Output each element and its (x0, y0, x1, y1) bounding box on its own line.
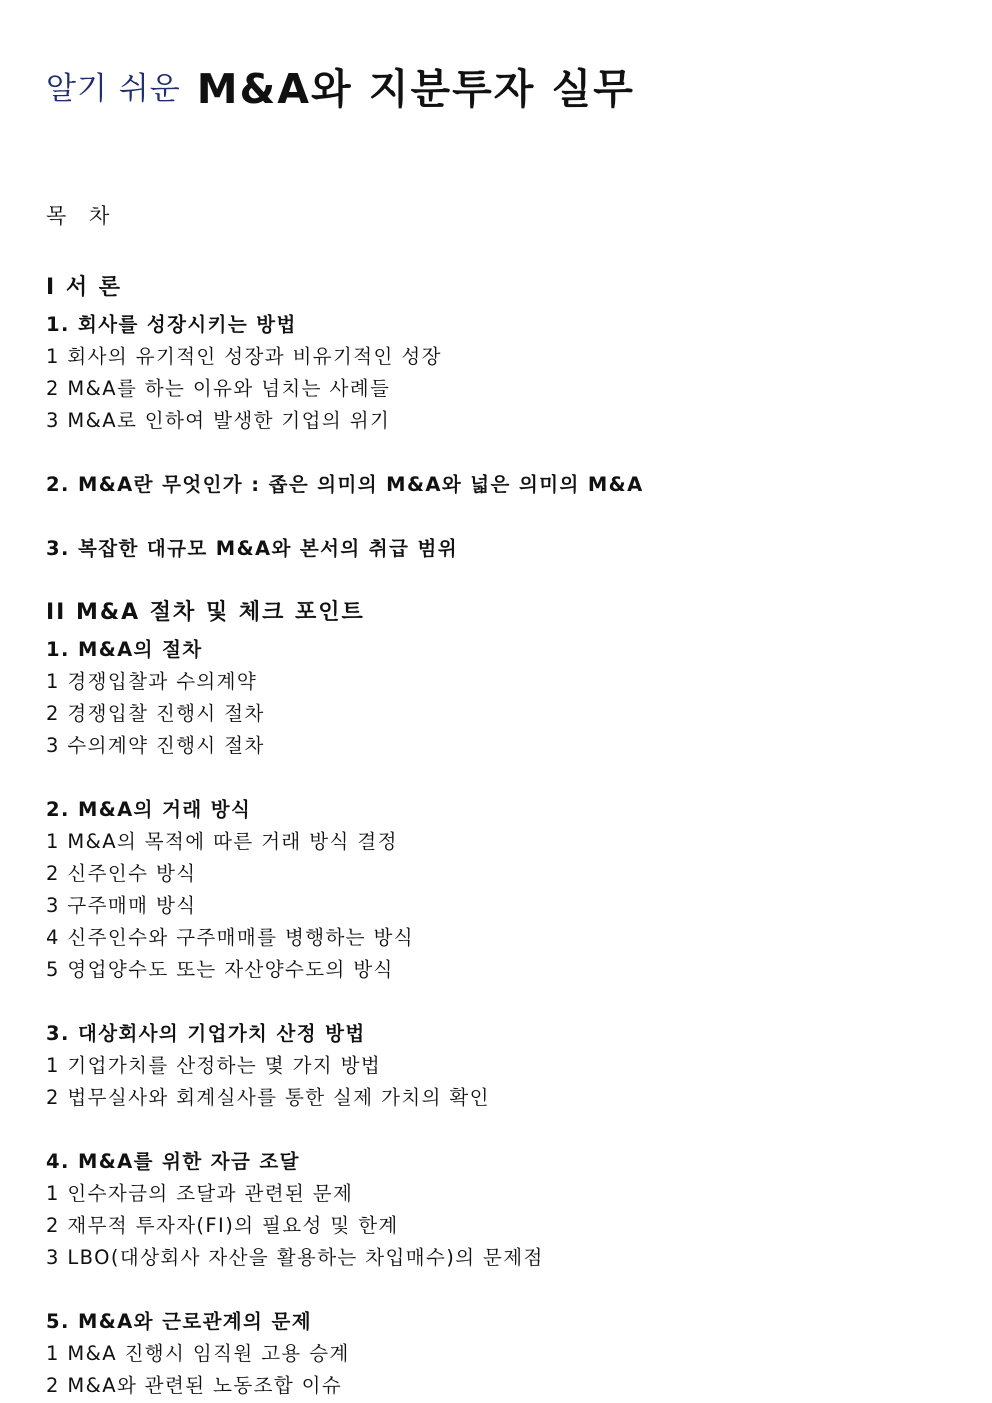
chapter-heading: 4. M&A를 위한 자금 조달 (46, 1150, 300, 1173)
toc-item: 1 인수자금의 조달과 관련된 문제 (46, 1182, 354, 1205)
toc-item: 4 신주인수와 구주매매를 병행하는 방식 (46, 926, 414, 949)
chapter-heading: 3. 복잡한 대규모 M&A와 본서의 취급 범위 (46, 537, 458, 560)
part-heading: II M&A 절차 및 체크 포인트 (46, 600, 365, 625)
chapter-heading: 1. 회사를 성장시키는 방법 (46, 313, 297, 336)
toc-item: 5 영업양수도 또는 자산양수도의 방식 (46, 958, 394, 981)
toc-item: 2 M&A를 하는 이유와 넘치는 사례들 (46, 377, 391, 400)
toc-item: 2 M&A와 관련된 노동조합 이슈 (46, 1374, 343, 1397)
document-title (46, 56, 635, 115)
toc-item: 2 법무실사와 회계실사를 통한 실제 가치의 확인 (46, 1086, 490, 1109)
toc-item: 3 M&A로 인하여 발생한 기업의 위기 (46, 409, 391, 432)
chapter-heading: 2. M&A란 무엇인가 : 좁은 의미의 M&A와 넓은 의미의 M&A (46, 473, 644, 496)
title-main: M&A와 지분투자 실무 (196, 65, 635, 113)
toc-item: 2 신주인수 방식 (46, 862, 197, 885)
part-heading: I 서 론 (46, 275, 123, 300)
chapter-heading: 3. 대상회사의 기업가치 산정 방법 (46, 1022, 366, 1045)
chapter-heading: 5. M&A와 근로관계의 문제 (46, 1310, 312, 1333)
toc-item: 1 경쟁입찰과 수의계약 (46, 670, 258, 693)
toc-item: 1 M&A 진행시 임직원 고용 승계 (46, 1342, 350, 1365)
chapter-heading: 1. M&A의 절차 (46, 638, 203, 661)
title-subtitle: 알기 쉬운 (46, 71, 181, 107)
toc-item: 2 경쟁입찰 진행시 절차 (46, 702, 265, 725)
toc-item: 3 LBO(대상회사 자산을 활용하는 차입매수)의 문제점 (46, 1246, 544, 1269)
chapter-heading: 2. M&A의 거래 방식 (46, 798, 252, 821)
toc-item: 1 M&A의 목적에 따른 거래 방식 결정 (46, 830, 398, 853)
toc-item: 1 회사의 유기적인 성장과 비유기적인 성장 (46, 345, 442, 368)
toc-item: 3 구주매매 방식 (46, 894, 197, 917)
toc-item: 3 수의계약 진행시 절차 (46, 734, 265, 757)
toc-heading: 목 차 (46, 204, 118, 228)
toc-item: 2 재무적 투자자(FI)의 필요성 및 한계 (46, 1214, 399, 1237)
toc-item: 1 기업가치를 산정하는 몇 가지 방법 (46, 1054, 382, 1077)
